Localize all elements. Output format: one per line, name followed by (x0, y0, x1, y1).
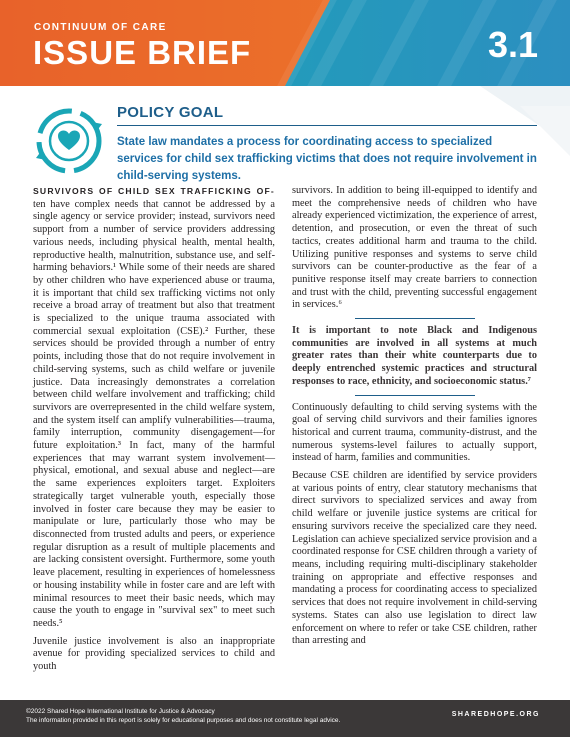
issue-number: 3.1 (487, 24, 538, 65)
footer-copyright: ©2022 Shared Hope International Institute for Justice & Advocacy (26, 708, 215, 715)
footer-disclaimer: The information provided in this report is solely for educational purposes and does not constitute legal advice. (26, 717, 341, 724)
header-kicker: CONTINUUM OF CARE (34, 22, 167, 33)
heart-cycle-icon (32, 104, 106, 178)
left-column (33, 185, 275, 679)
left-paragraph-1-text: ten have complex needs that cannot be addressed by a single agency or service provider; instead, survivors need support from a number of service providers addressing various needs, including physical health, mental health, reproductive health, malnutrition, substance use, and self-harming behaviors.¹ While some of their needs are shared by other children who have experienced abuse or trauma, it is important that child sex trafficking victims not only receive a broad array of treatment but also that treatment is specialized to the unique trauma associated with commercial sexual exploitation (CSE).² Further, these services should be provided through a number of entry points, including those that do not require involvement in child-serving systems, such as child welfare or juvenile justice. Data increasingly demonstrates a correlation between child welfare involvement and trafficking; child survivors are overrepresented in the child welfare system, and the system itself can amplify vulnerabilities—trauma, family interruption, community disengagement—for future exploitation.³ In fact, many of the harmful experiences that may warrant system involvement—physical, emotional, and sexual abuse and neglect—are the same experiences exploiters target. Exploiters strategically target vulnerable youth, especially those involved in foster care because they may be easier to manipulate or lure, particularly those who may be disconnected from trusted adults and peers, or experience regular disruption as a result of multiple placements and are lacking consistent oversight. Furthermore, some youth leave placement, resulting in experiences of homelessness or housing instability while in foster care and are left with minimal resources to meet their basic needs, which may cause the youth to engage in "survival sex" to meet such needs.⁵ (33, 198, 275, 629)
callout-bottom-rule (355, 395, 475, 396)
header-banner (0, 0, 570, 86)
right-paragraph-3: Because CSE children are identified by service providers at various points of entry, clear statutory mechanisms that direct survivors to specialized services and away from child welfare or juvenile justice systems are critical for ensuring survivors receive the specialized care they need. Legislation can achieve specialized service provision and a coordinated response for CSE children through a variety of means, including requiring multi-disciplinary stakeholder training on appropriate and effective responses and mandating a process for coordinating access to specialized services that does not require involvement in child-serving systems. States can also use legislation to direct law enforcement on where to refer or take CSE children, rather than arresting and (292, 470, 537, 647)
footer (0, 700, 570, 737)
policy-goal-divider (117, 125, 537, 126)
left-paragraph-1 (33, 185, 275, 631)
right-paragraph-2: Continuously defaulting to child serving systems with the goal of serving child survivors and their families ignores historical and current trauma, community-distrust, and the numerous systems-level failures to actually support, instead of harm, families and communities. (292, 401, 537, 464)
right-column (292, 185, 537, 653)
left-paragraph-2: Juvenile justice involvement is also an inappropriate avenue for providing specialized services to child and youth (33, 635, 275, 673)
header-title: ISSUE BRIEF (33, 34, 252, 71)
footer-site-link[interactable]: SHAREDHOPE.ORG (451, 711, 540, 718)
policy-goal-title: POLICY GOAL (117, 104, 224, 121)
callout-top-rule (355, 318, 475, 319)
right-paragraph-1: survivors. In addition to being ill-equipped to identify and meet the comprehensive needs of children who have already experienced victimization, the experience of arrest, detention, and prosecution, or even the threat of such tactics, creates additional harm and trauma to the child. Utilizing punitive responses and systems to serve child survivors can be counter-productive as the fear of a punitive response itself may create barriers to connection and trust with the child, preventing successful engagement in services.⁶ (292, 185, 537, 311)
callout-quote: It is important to note Black and Indigenous communities are involved in all systems at much greater rates than their white counterparts due to deeply entrenched systemic practices and structural responses to race, ethnicity, and socioeconomic status.⁷ (292, 325, 537, 387)
lead-in: SURVIVORS OF CHILD SEX TRAFFICKING OF- (33, 186, 275, 196)
policy-goal-text: State law mandates a process for coordinating access to specialized services for child sex trafficking victims that does not require involvement in child-serving systems. (117, 136, 537, 182)
